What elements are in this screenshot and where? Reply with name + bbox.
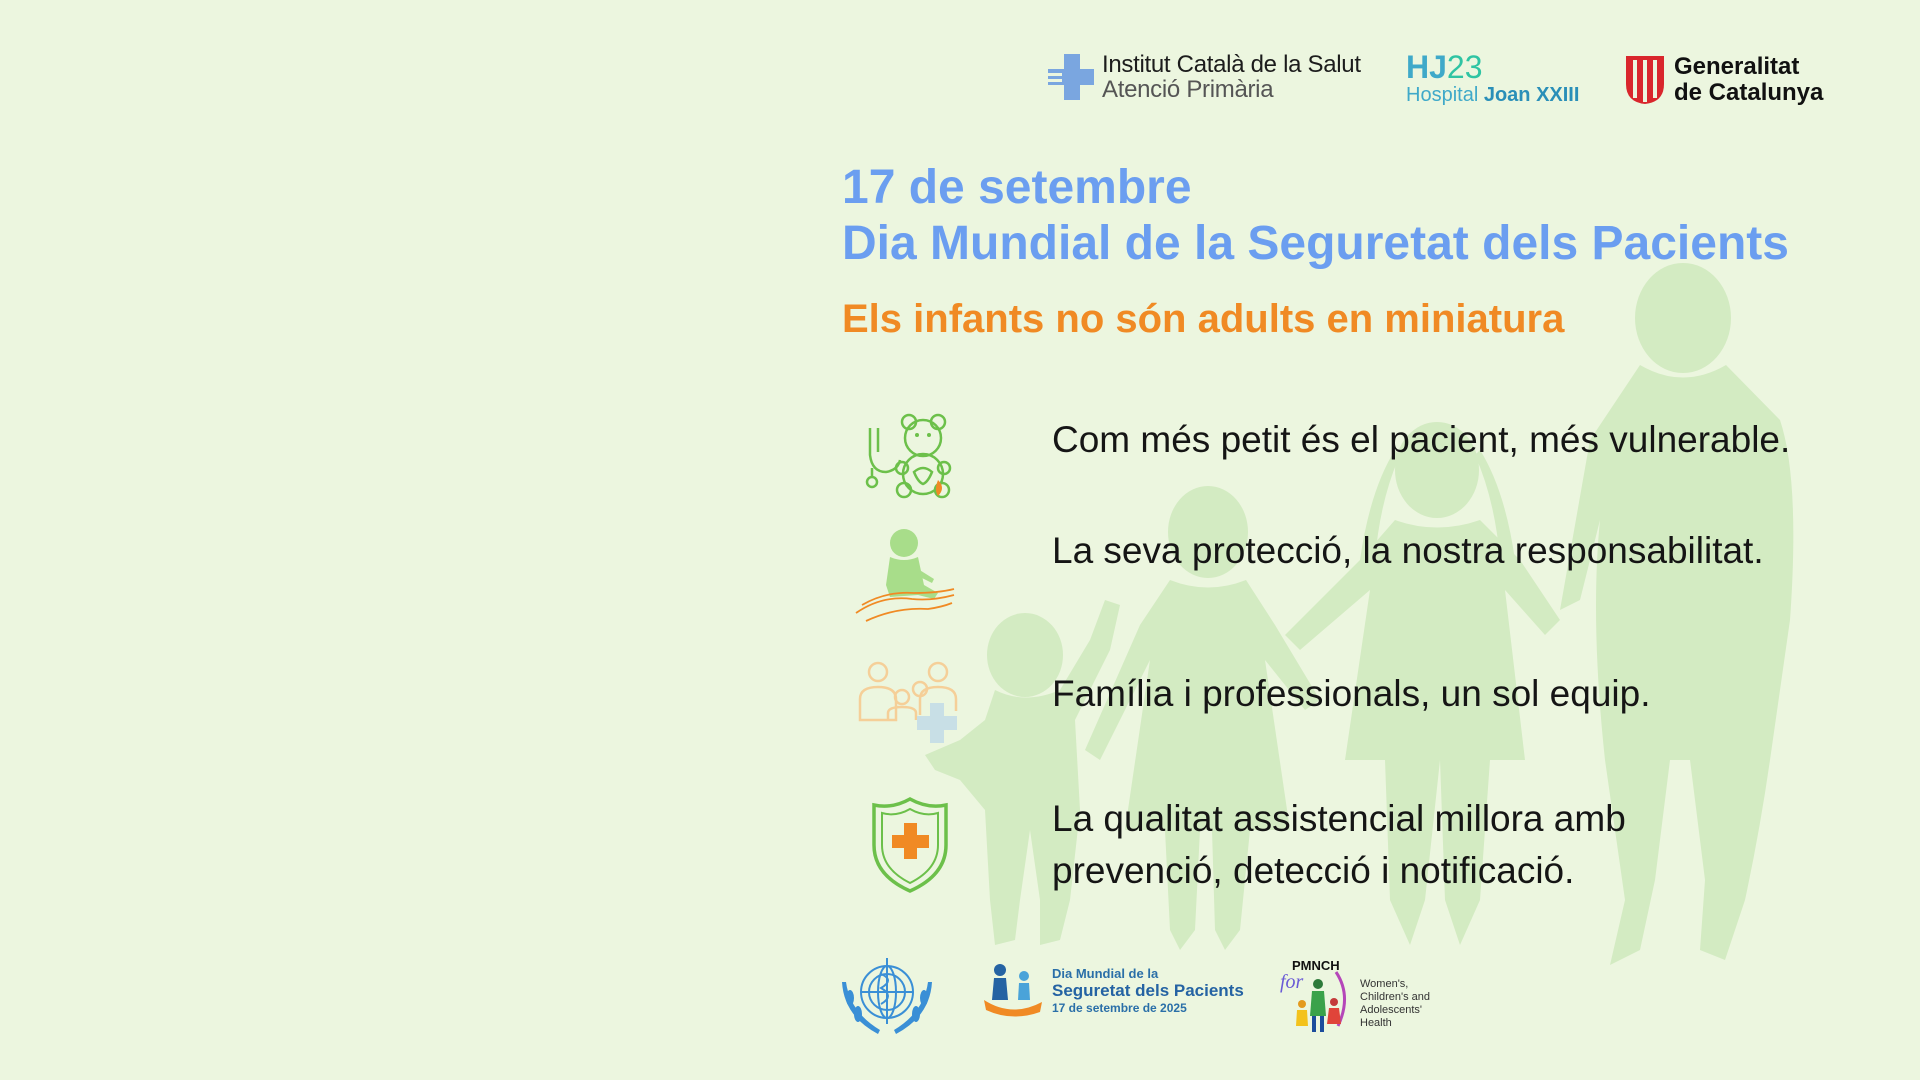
point-text-line: prevenció, detecció i notificació. <box>1052 850 1575 891</box>
point-text: Família i professionals, un sol equip. <box>1052 673 1651 714</box>
hj23-logo <box>1406 50 1579 107</box>
event-subtitle: Els infants no són adults en miniatura <box>842 297 1565 341</box>
ics-logo <box>1048 52 1361 102</box>
point-text: Com més petit és el pacient, més vulnerable. <box>1052 419 1791 460</box>
wdps-line1: Dia Mundial de la <box>1052 965 1159 981</box>
ics-subtitle: Atenció Primària <box>1102 76 1274 103</box>
generalitat-line1: Generalitat <box>1674 53 1800 80</box>
people-holding-hands-icon <box>982 962 1044 1018</box>
wdps-line2: Seguretat dels Pacients <box>1052 980 1244 1000</box>
hj23-name-bold: Joan XXIII <box>1483 84 1580 106</box>
pmnch-name: PMNCH <box>1292 958 1340 973</box>
pmnch-prefix: for <box>1280 971 1304 993</box>
child-in-hands-icon <box>842 525 972 625</box>
generalitat-line2: de Catalunya <box>1674 79 1824 106</box>
event-date: 17 de setembre <box>842 161 1192 214</box>
hj23-number: 23 <box>1446 49 1483 85</box>
pmnch-figures-icon <box>1278 956 1358 1036</box>
family-with-cross-icon <box>842 655 972 755</box>
teddy-bear-stethoscope-icon <box>842 410 972 510</box>
point-text-line: La qualitat assistencial millora amb <box>1052 798 1626 839</box>
wdps-line3: 17 de setembre de 2025 <box>1052 1000 1187 1015</box>
world-patient-safety-day-logo <box>982 962 1244 1018</box>
headline-block <box>842 160 1789 272</box>
event-title: Dia Mundial de la Seguretat dels Pacients <box>842 217 1789 270</box>
point-text: La seva protecció, la nostra responsabilitat. <box>1052 530 1764 571</box>
header-logos <box>1048 48 1898 118</box>
ics-name: Institut Català de la Salut <box>1102 51 1361 78</box>
medical-cross-icon <box>1048 54 1094 100</box>
point-text-multiline <box>1052 793 1626 897</box>
senyera-emblem-icon <box>1624 54 1666 106</box>
hj23-letters: HJ <box>1406 49 1447 85</box>
footer-logos <box>840 950 1440 1040</box>
pmnch-logo <box>1278 956 1430 1041</box>
hj23-name-prefix: Hospital <box>1406 84 1479 106</box>
generalitat-logo <box>1624 54 1823 106</box>
who-emblem-icon <box>840 952 934 1036</box>
pmnch-tagline: Women's, Children's and Adolescents' Health <box>1360 978 1430 1029</box>
shield-cross-icon <box>842 795 972 895</box>
